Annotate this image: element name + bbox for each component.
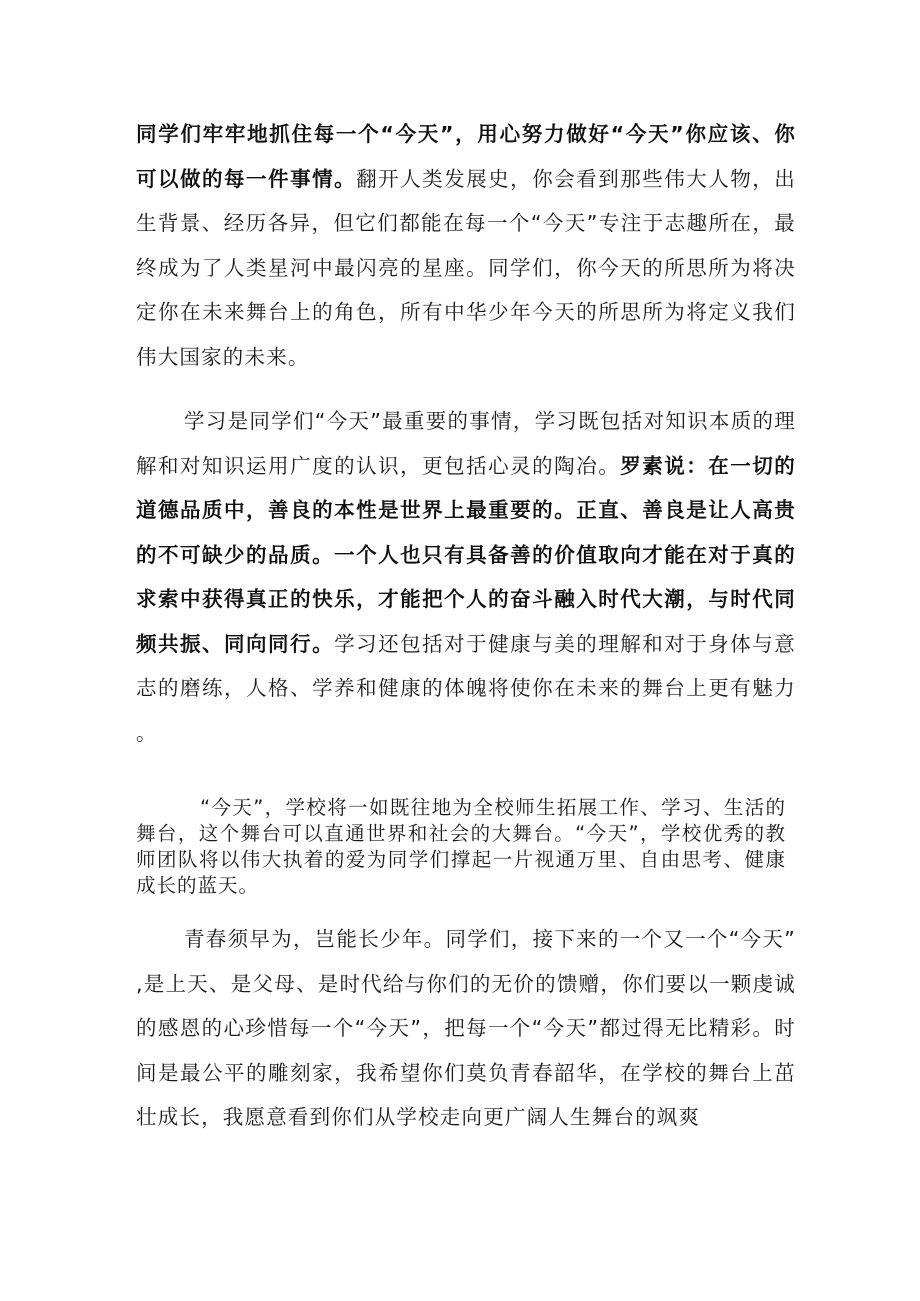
paragraph-3-text: “今天”，学校将一如既往地为全校师生拓展工作、学习、生活的舞台，这个舞台可以直通世界和社会的大舞台。“今天”，学校优秀的教师团队将以伟大执着的爱为同学们撑起一片视通万里、自由思考、健康成长的蓝天。 [136, 796, 786, 897]
paragraph-4-text: 青春须早为，岂能长少年。同学们，接下来的一个又一个“今天”,是上天、是父母、是时代给与你们的无价的馈赠，你们要以一颗虔诚的感恩的心珍惜每一个“今天”，把每一个“今天”都过得无比精彩。时间是最公平的雕刻家，我希望你们莫负青春韶华，在学校的舞台上茁壮成长，我愿意看到你们从学校走向更广阔人生舞台的飒爽 [136, 927, 796, 1129]
paragraph-4 [136, 917, 796, 1140]
paragraph-2-bold-quote: 罗素说：在一切的道德品质中，善良的本性是世界上最重要的。正直、善良是让人高贵的不可缺少的品质。一个人也只有具备善的价值取向才能在对于真的求索中获得真正的快乐，才能把个人的奋斗融入时代大潮，与时代同频共振、同向同行。 [136, 453, 796, 656]
paragraph-1-bold-text: 同学们牢牢地抓住每一个“今天”，用心努力做好“今天”你应该、你可以做的每一件事情。 [136, 122, 796, 191]
paragraph-1-text: 翻开人类发展史，你会看到那些伟大人物，出生背景、经历各异，但它们都能在每一个“今天”专注于志趣所在，最终成为了人类星河中最闪亮的星座。同学们，你今天的所思所为将决定你在未来舞台上的角色，所有中华少年今天的所思所为将定义我们伟大国家的未来。 [136, 166, 797, 369]
paragraph-3 [136, 795, 786, 899]
paragraph-2-text-end: 学习还包括对于健康与美的理解和对于身体与意志的磨练，人格、学养和健康的体魄将使你在未来的舞台上更有魅力。 [136, 631, 796, 745]
paragraph-2 [136, 399, 796, 755]
paragraph-2-text-start: 学习是同学们“今天”最重要的事情，学习既包括对知识本质的理解和对知识运用广度的认识，更包括心灵的陶冶。 [136, 409, 796, 478]
paragraph-1 [136, 112, 796, 379]
